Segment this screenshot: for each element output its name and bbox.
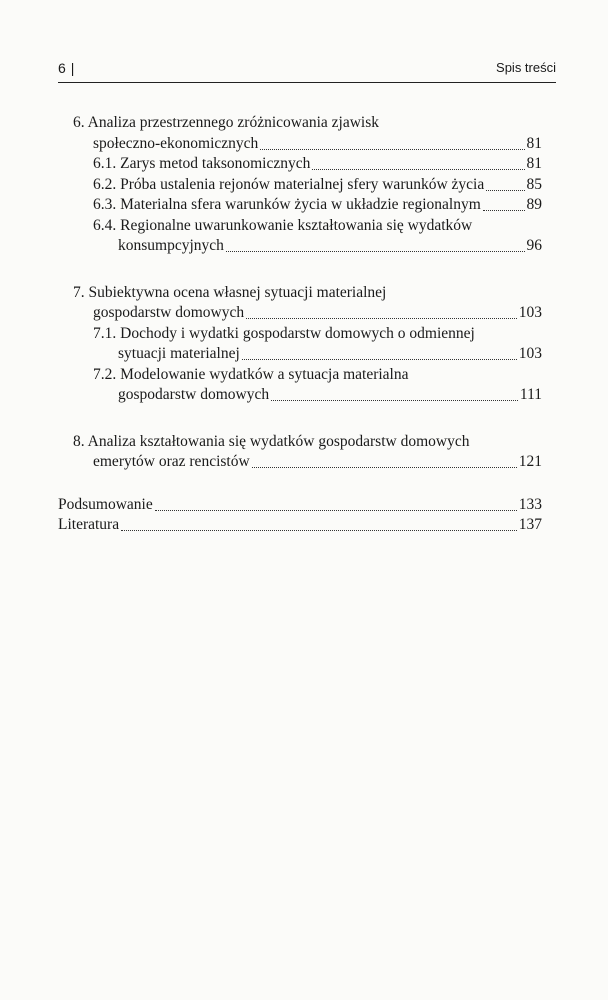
page-ref: 96 — [526, 237, 542, 254]
running-head: Spis treści — [496, 60, 556, 75]
summary-entry[interactable] — [58, 495, 542, 516]
dot-leader — [252, 453, 517, 468]
section-title: 6.3. Materialna sfera warunków życia w układzie regionalnym — [93, 196, 481, 213]
chapter-7-title-cont: gospodarstw domowych — [93, 304, 245, 321]
dot-leader — [246, 304, 517, 319]
page-ref: 103 — [518, 304, 542, 321]
dot-leader — [242, 345, 517, 360]
page-ref: 137 — [518, 516, 542, 533]
page-ref: 133 — [518, 495, 542, 513]
dot-leader — [121, 516, 517, 531]
section-7-2-title: 7.2. Modelowanie wydatków a sytuacja materialna — [93, 365, 409, 383]
chapter-6-entry[interactable] — [58, 134, 542, 155]
chapter-8-entry[interactable] — [58, 452, 542, 473]
section-6-4-title: 6.4. Regionalne uwarunkowanie kształtowania się wydatków — [93, 216, 473, 234]
chapter-7-title: 7. Subiektywna ocena własnej sytuacji materialnej — [73, 283, 387, 301]
page-header — [58, 56, 556, 83]
section-6-4-entry[interactable] — [58, 236, 542, 257]
section-7-2-entry[interactable] — [58, 385, 542, 406]
chapter-8-title-cont: emerytów oraz rencistów — [93, 453, 250, 470]
chapter-8-title: 8. Analiza kształtowania się wydatków gospodarstw domowych — [73, 432, 470, 450]
dot-leader — [486, 176, 524, 191]
section-title-cont: konsumpcyjnych — [118, 237, 224, 254]
section-7-1-entry[interactable] — [58, 344, 542, 365]
dot-leader — [260, 135, 524, 150]
section-title-cont: gospodarstw domowych — [118, 386, 270, 403]
page-ref: 81 — [526, 134, 542, 152]
table-of-contents — [58, 113, 542, 536]
chapter-7-entry[interactable] — [58, 303, 542, 324]
section-title-cont: sytuacji materialnej — [118, 345, 240, 362]
section-6-2-entry[interactable] — [58, 175, 542, 196]
chapter-6-title-cont: społeczno-ekonomicznych — [93, 134, 259, 152]
section-7-1-title: 7.1. Dochody i wydatki gospodarstw domowych o odmiennej — [93, 324, 475, 342]
section-6-3-entry[interactable] — [58, 195, 542, 216]
dot-leader — [226, 237, 525, 252]
chapter-6-title: 6. Analiza przestrzennego zróżnicowania zjawisk — [73, 114, 379, 131]
page-number: 6 | — [58, 60, 75, 76]
page-ref: 103 — [518, 345, 542, 362]
dot-leader — [271, 386, 518, 401]
literature-entry[interactable] — [58, 515, 542, 536]
dot-leader — [483, 196, 525, 211]
page-ref: 89 — [526, 196, 542, 213]
page-ref: 85 — [526, 175, 542, 193]
page-ref: 121 — [518, 453, 542, 470]
literature-title: Literatura — [58, 516, 120, 533]
page-ref: 111 — [519, 386, 542, 403]
section-title: 6.2. Próba ustalenia rejonów materialnej sfery warunków życia — [93, 175, 485, 193]
dot-leader — [155, 496, 517, 511]
page-ref: 81 — [526, 155, 542, 172]
dot-leader — [312, 155, 524, 170]
summary-title: Podsumowanie — [58, 495, 153, 513]
section-6-1-entry[interactable] — [58, 154, 542, 175]
section-title: 6.1. Zarys metod taksonomicznych — [93, 155, 311, 172]
